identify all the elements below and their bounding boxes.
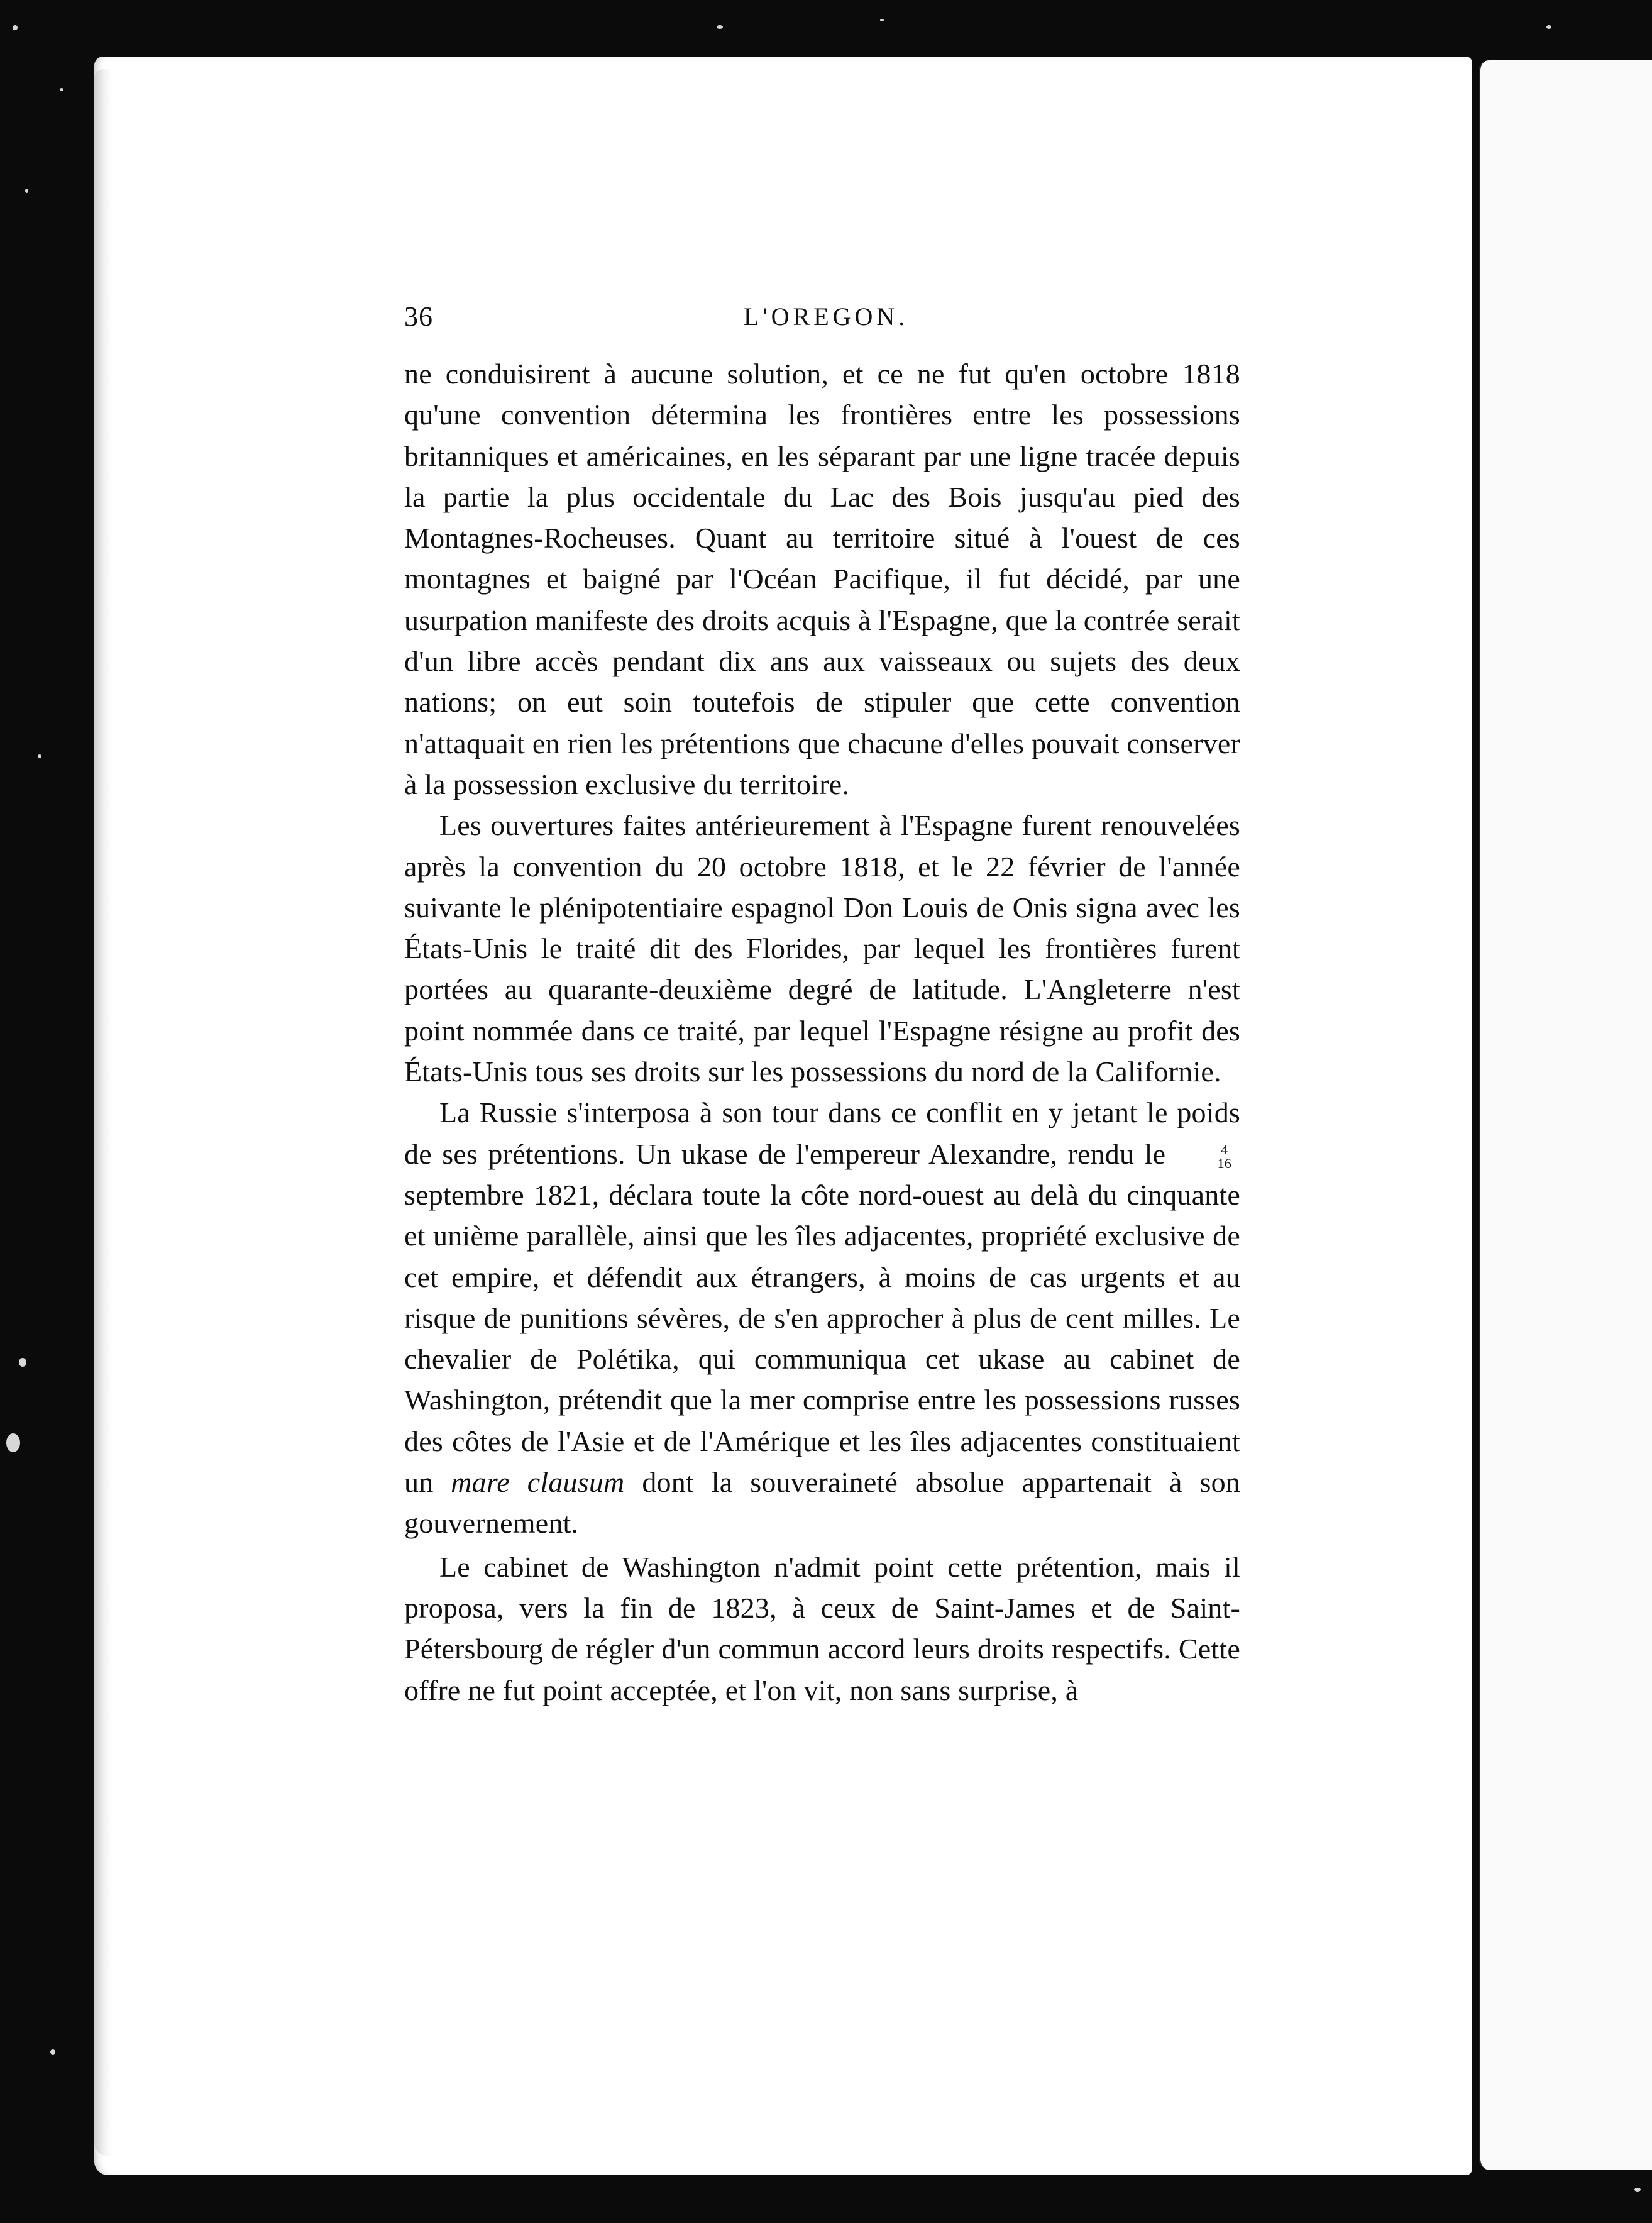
scan-speck	[880, 19, 884, 21]
scan-speck	[25, 189, 28, 193]
scan-speck	[19, 1358, 26, 1367]
paragraph-text: La Russie s'interposa à son tour dans ce conflit en y jetant le poids de ses prétentions. Un ukase de l'empereur Alexandre, rendu le	[404, 1096, 1240, 1170]
paragraph-text: Les ouvertures faites antérieurement à l'Espagne furent renouvelées après la convention du 20 octobre 1818, et le 22 février de l'année suivante le plénipotentiaire espagnol Don Louis de Onis signa avec les États-Unis le traité dit des Florides, par lequel les frontières furent portées au quarante-deuxième degré de latitude. L'Angleterre n'est point nommée dans ce traité, par lequel l'Espagne résigne au profit des États-Unis tous ses droits sur les possessions du nord de la Californie.	[404, 809, 1240, 1088]
fraction-denominator: 16	[1217, 1156, 1231, 1172]
next-page-edge	[1479, 60, 1652, 2170]
running-head	[404, 301, 1240, 338]
scan-speck	[1634, 2188, 1641, 2192]
scan-speck	[717, 25, 723, 29]
scan-speck	[13, 25, 18, 30]
paragraph-text: ne conduisirent à aucune solution, et ce ne fut qu'en octobre 1818 qu'une convention détermina les frontières entre les possessions britanniques et américaines, en les séparant par une ligne tracée depuis la partie la plus occidentale du Lac des Bois jusqu'au pied des Montagnes-Rocheuses. Quant au territoire situé à l'ouest de ces montagnes et baigné par l'Océan Pacifique, il fut décidé, par une usurpation manifeste des droits acquis à l'Espagne, que la contrée serait d'un libre accès pendant dix ans aux vaisseaux ou sujets des deux nations; on eut soin toutefois de stipuler que cette convention n'attaquait en rien les prétentions que chacune d'elles pouvait conserver à la possession exclusive du territoire.	[404, 358, 1240, 800]
scan-speck	[50, 2049, 55, 2055]
paragraph	[404, 1547, 1240, 1711]
scan-speck	[6, 1433, 20, 1452]
paragraph-text: septembre 1821, déclara toute la côte nord-ouest au delà du cinquante et unième parallèle, ainsi que les îles adjacentes, propriété exclusive de cet empire, et défendit aux étrangers, à moins de cas urgents et au risque de punitions sévères, de s'en approcher à plus de cent milles. Le chevalier de Polétika, qui communiqua cet ukase au cabinet de Washington, prétendit que la mer comprise entre les possessions russes des côtes de l'Asie et de l'Amérique et les îles adjacentes constituaient un	[404, 1178, 1240, 1499]
paragraph	[404, 1092, 1240, 1543]
body-text	[404, 353, 1240, 1711]
italic-term: mare clausum	[451, 1466, 625, 1499]
page-binding-edge	[94, 69, 112, 2156]
scan-speck	[1546, 25, 1551, 29]
scan-speck	[60, 88, 63, 91]
paragraph	[404, 805, 1240, 1092]
paragraph	[404, 353, 1240, 805]
running-title: L'OREGON.	[744, 302, 909, 331]
paragraph-text: Le cabinet de Washington n'admit point cette prétention, mais il proposa, vers la fin de 1823, à ceux de Saint-James et de Saint-Pétersbourg de régler d'un commun accord leurs droits respectifs. Cette offre ne fut point acceptée, et l'on vit, non sans surprise, à	[404, 1550, 1240, 1706]
date-fraction	[1182, 1143, 1231, 1171]
paragraph-text: dont la souveraineté absolue appartenait à son gouvernement.	[404, 1466, 1241, 1540]
fraction-numerator: 4	[1221, 1142, 1228, 1158]
scan-speck	[38, 754, 41, 758]
page-number: 36	[404, 301, 433, 332]
